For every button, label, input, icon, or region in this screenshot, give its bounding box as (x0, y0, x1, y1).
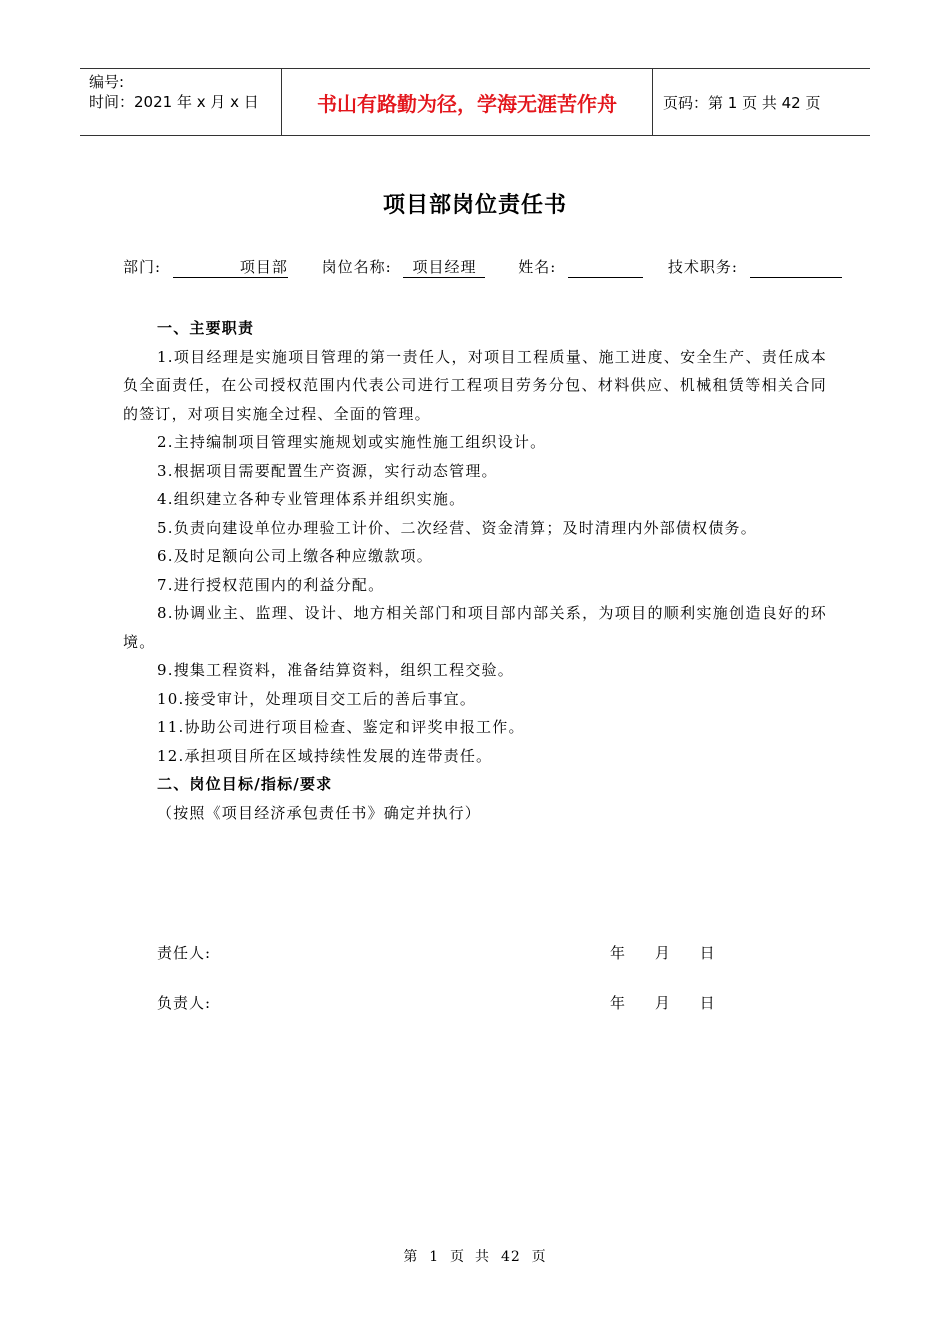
duty-item: 1.项目经理是实施项目管理的第一责任人，对项目工程质量、施工进度、安全生产、责任成本负全面责任，在公司授权范围内代表公司进行工程项目劳务分包、材料供应、机械租赁等相关合同的签订，对项目实施全过程、全面的管理。 (123, 347, 827, 423)
duty-item: 2.主持编制项目管理实施规划或实施性施工组织设计。 (157, 433, 547, 451)
footer-total: 共 42 页 (475, 1249, 547, 1265)
tech-label: 技术职务: (667, 258, 738, 276)
responsible-label: 责任人: (157, 944, 212, 962)
document-body (123, 314, 827, 827)
number-label: 编号: (89, 73, 125, 91)
page-title: 项目部岗位责任书 (382, 193, 567, 218)
dept-label: 部门: (123, 258, 162, 276)
duty-item: 6.及时足额向公司上缴各种应缴款项。 (157, 547, 433, 565)
page-footer (0, 1246, 950, 1266)
info-fields (123, 256, 842, 278)
time-label: 时间：2021 年 x 月 x 日 (89, 93, 259, 111)
section-note: （按照《项目经济承包责任书》确定并执行） (157, 803, 482, 822)
header-page-info: 页码：第 1 页 共 42 页 (663, 93, 821, 112)
leader-date: 年 月 日 (610, 994, 716, 1012)
signature-row-leader (157, 992, 717, 1013)
dept-field: 项目部 (173, 257, 288, 278)
signature-row-responsible (157, 942, 717, 963)
duty-item: 3.根据项目需要配置生产资源，实行动态管理。 (157, 461, 498, 480)
header-motto: 书山有路勤为径，学海无涯苦作舟 (281, 69, 653, 135)
duty-item: 11.协助公司进行项目检查、鉴定和评奖申报工作。 (157, 718, 525, 736)
header-meta (80, 69, 281, 135)
duty-item: 8.协调业主、监理、设计、地方相关部门和项目部内部关系，为项目的顺利实施创造良好的环境。 (123, 604, 827, 651)
duty-item: 10.接受审计，处理项目交工后的善后事宜。 (157, 689, 477, 708)
duty-item: 5.负责向建设单位办理验工计价、二次经营、资金清算；及时清理内外部债权债务。 (157, 518, 757, 537)
section-heading: 一、主要职责 (157, 319, 255, 337)
duty-item: 4.组织建立各种专业管理体系并组织实施。 (157, 490, 466, 508)
duty-item: 9.搜集工程资料，准备结算资料，组织工程交验。 (157, 661, 514, 679)
duty-item: 12.承担项目所在区域持续性发展的连带责任。 (157, 746, 493, 765)
position-label: 岗位名称: (321, 258, 392, 276)
document-header (80, 68, 870, 136)
duty-item: 7.进行授权范围内的利益分配。 (157, 575, 385, 594)
footer-page: 第 1 页 (403, 1249, 466, 1265)
responsible-date: 年 月 日 (610, 944, 716, 962)
tech-field (750, 257, 842, 278)
section-heading: 二、岗位目标/指标/要求 (157, 775, 333, 793)
position-field: 项目经理 (403, 257, 485, 278)
name-label: 姓名: (518, 258, 557, 276)
name-field (568, 257, 643, 278)
leader-label: 负责人: (157, 994, 212, 1012)
